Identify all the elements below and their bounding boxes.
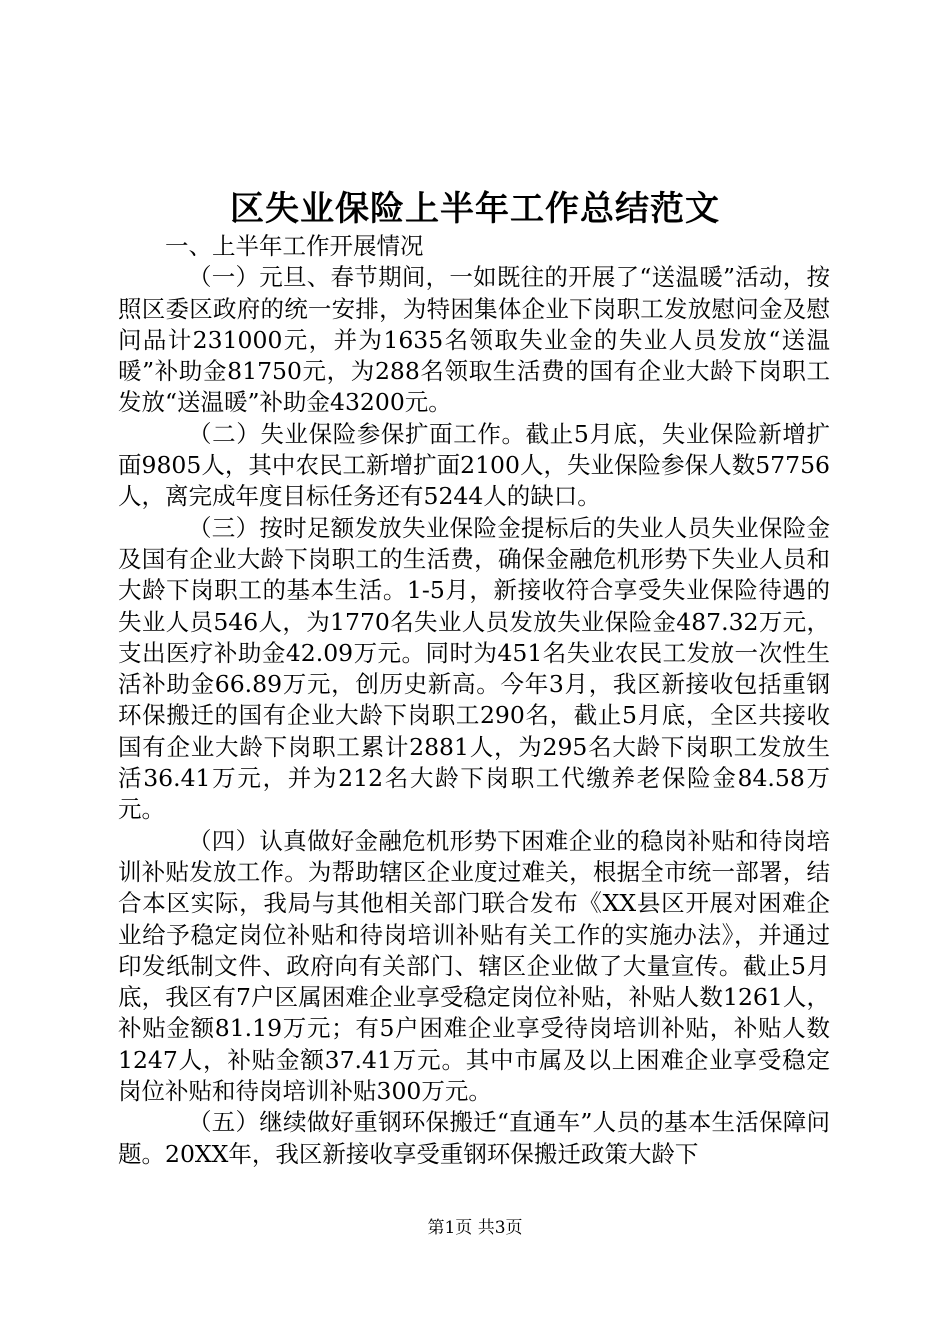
paragraph-5: （五）继续做好重钢环保搬迁“直通车”人员的基本生活保障问题。20XX年，我区新接收享受重钢环保搬迁政策大龄下	[118, 1108, 830, 1168]
page-footer: 第1页 共3页	[427, 1218, 523, 1238]
paragraph-2: （二）失业保险参保扩面工作。截止5月底，失业保险新增扩面9805人，其中农民工新增扩面2100人，失业保险参保人数57756人，离完成年度目标任务还有5244人的缺口。	[118, 419, 830, 511]
paragraph-3: （三）按时足额发放失业保险金提标后的失业人员失业保险金及国有企业大龄下岗职工的生活费，确保金融危机形势下失业人员和大龄下岗职工的基本生活。1-5月，新接收符合享受失业保险待遇的失业人员546人，为1770名失业人员发放失业保险金487.32万元，支出医疗补助金42.09万元。同时为451名失业农民工发放一次性生活补助金66.89万元，创历史新高。今年3月，我区新接收包括重钢环保搬迁的国有企业大龄下岗职工290名，截止5月底，全区共接收国有企业大龄下岗职工累计2881人，为295名大龄下岗职工发放生活36.41万元，并为212名大龄下岗职工代缴养老保险金84.58万元。	[118, 513, 830, 824]
document-body	[118, 231, 830, 1170]
paragraph-4: （四）认真做好金融危机形势下困难企业的稳岗补贴和待岗培训补贴发放工作。为帮助辖区企业度过难关，根据全市统一部署，结合本区实际，我局与其他相关部门联合发布《XX县区开展对困难企业给予稳定岗位补贴和待岗培训补贴有关工作的实施办法》，并通过印发纸制文件、政府向有关部门、辖区企业做了大量宣传。截止5月底，我区有7户区属困难企业享受稳定岗位补贴，补贴人数1261人，补贴金额81.19万元；有5户困难企业享受待岗培训补贴，补贴人数1247人，补贴金额37.41万元。其中市属及以上困难企业享受稳定岗位补贴和待岗培训补贴300万元。	[118, 826, 830, 1106]
section-heading: 一、上半年工作开展情况	[165, 232, 424, 260]
paragraph-1: （一）元旦、春节期间，一如既往的开展了“送温暖”活动，按照区委区政府的统一安排，为特困集体企业下岗职工发放慰问金及慰问品计231000元，并为1635名领取失业金的失业人员发放“送温暖”补助金81750元，为288名领取生活费的国有企业大龄下岗职工发放“送温暖”补助金43200元。	[118, 263, 830, 417]
document-title: 区失业保险上半年工作总结范文	[230, 189, 720, 229]
